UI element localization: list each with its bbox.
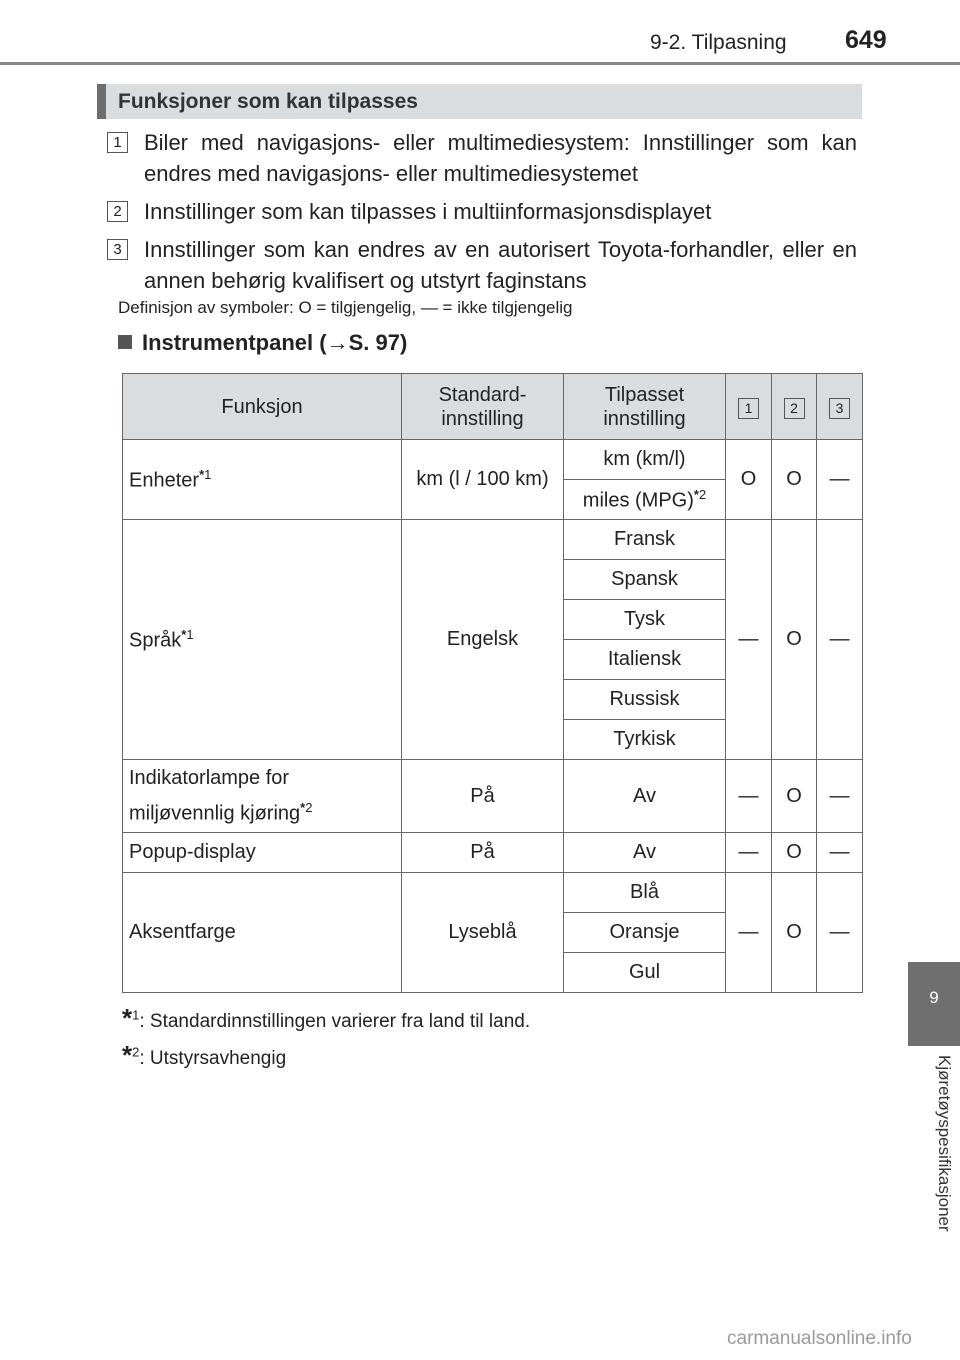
- option-cell: Russisk: [564, 680, 726, 720]
- avail-cell-3: —: [817, 440, 863, 520]
- option-cell: Tysk: [564, 600, 726, 640]
- option-cell: Italiensk: [564, 640, 726, 680]
- section-header: [97, 84, 862, 119]
- table-row: [123, 873, 863, 913]
- col-header-2: [772, 374, 817, 440]
- default-cell: Engelsk: [402, 520, 564, 760]
- function-cell: Aksentfarge: [123, 873, 402, 993]
- default-cell: km (l / 100 km): [402, 440, 564, 520]
- col-header-default: Standard- innstilling: [402, 374, 564, 440]
- table-row: [123, 520, 863, 560]
- avail-cell-1: —: [726, 873, 772, 993]
- col-header-1: [726, 374, 772, 440]
- subsection-title: Instrumentpanel (: [142, 330, 327, 355]
- avail-cell-3: —: [817, 520, 863, 760]
- option-cell: km (km/l): [564, 440, 726, 480]
- header-rule: [0, 62, 960, 65]
- footnote: *$^2$: Utstyrsavhengig: [122, 1040, 287, 1070]
- chapter-title: Kjøretøyspesifikasjoner: [935, 1055, 954, 1232]
- avail-cell-2: O: [772, 760, 817, 833]
- section-title: Funksjoner som kan tilpasses: [118, 90, 418, 113]
- subsection-heading: [118, 330, 407, 356]
- avail-cell-1: —: [726, 520, 772, 760]
- avail-cell-3: —: [817, 833, 863, 873]
- footnote: *$^1$: Standardinnstillingen varierer fra land til land.: [122, 1003, 531, 1033]
- table-header-row: [123, 374, 863, 440]
- avail-cell-1: —: [726, 833, 772, 873]
- watermark: carmanualsonline.info: [727, 1328, 912, 1349]
- function-cell: Indikatorlampe for miljøvennlig kjøring$^{*2}$: [123, 760, 402, 833]
- custom-cell: Av: [564, 760, 726, 833]
- item-number: 1: [107, 132, 128, 153]
- header-section: 9-2. Tilpasning: [650, 31, 787, 54]
- col-header-custom: Tilpasset innstilling: [564, 374, 726, 440]
- item-number: 3: [107, 239, 128, 260]
- option-cell: Oransje: [564, 913, 726, 953]
- option-cell: Spansk: [564, 560, 726, 600]
- item-text: Innstillinger som kan tilpasses i multiinformasjonsdisplayet: [144, 199, 712, 224]
- avail-cell-1: O: [726, 440, 772, 520]
- function-cell: Popup-display: [123, 833, 402, 873]
- chapter-number: 9: [929, 988, 939, 1007]
- default-cell: På: [402, 760, 564, 833]
- option-cell: Gul: [564, 953, 726, 993]
- option-cell: miles (MPG)$^{*2}$: [564, 480, 726, 520]
- avail-cell-2: O: [772, 440, 817, 520]
- option-cell: Blå: [564, 873, 726, 913]
- default-cell: På: [402, 833, 564, 873]
- settings-table: [122, 373, 863, 993]
- list-item: [107, 234, 857, 296]
- page-reference[interactable]: S. 97): [348, 330, 408, 355]
- avail-cell-2: O: [772, 520, 817, 760]
- default-cell: Lyseblå: [402, 873, 564, 993]
- avail-cell-2: O: [772, 873, 817, 993]
- custom-cell: Av: [564, 833, 726, 873]
- item-text: Innstillinger som kan endres av en autorisert Toyota-forhandler, eller en annen behørig kvalifisert og utstyrt faginstans: [144, 237, 857, 293]
- page-number: 649: [845, 26, 887, 54]
- function-cell: Språk$^{*1}$: [123, 520, 402, 760]
- item-text: Biler med navigasjons- eller multimediesystem: Innstillinger som kan endres med navigasjons- eller multimediesystemet: [144, 130, 857, 186]
- arrow-icon: →: [326, 330, 349, 355]
- table-row: [123, 833, 863, 873]
- list-item: [107, 196, 857, 227]
- circled-3-icon: 3: [829, 398, 850, 419]
- avail-cell-3: —: [817, 873, 863, 993]
- symbol-definitions: Definisjon av symboler: O = tilgjengelig, — = ikke tilgjengelig: [118, 298, 573, 317]
- function-cell: Enheter$^{*1}$: [123, 440, 402, 520]
- col-header-3: [817, 374, 863, 440]
- circled-1-icon: 1: [738, 398, 759, 419]
- col-header-function: Funksjon: [123, 374, 402, 440]
- avail-cell-3: —: [817, 760, 863, 833]
- square-bullet-icon: [118, 335, 132, 349]
- circled-2-icon: 2: [784, 398, 805, 419]
- option-cell: Fransk: [564, 520, 726, 560]
- table-row: [123, 760, 863, 833]
- table-row: [123, 440, 863, 480]
- avail-cell-1: —: [726, 760, 772, 833]
- option-cell: Tyrkisk: [564, 720, 726, 760]
- chapter-tab[interactable]: [908, 962, 960, 1046]
- list-item: [107, 127, 857, 189]
- avail-cell-2: O: [772, 833, 817, 873]
- item-number: 2: [107, 201, 128, 222]
